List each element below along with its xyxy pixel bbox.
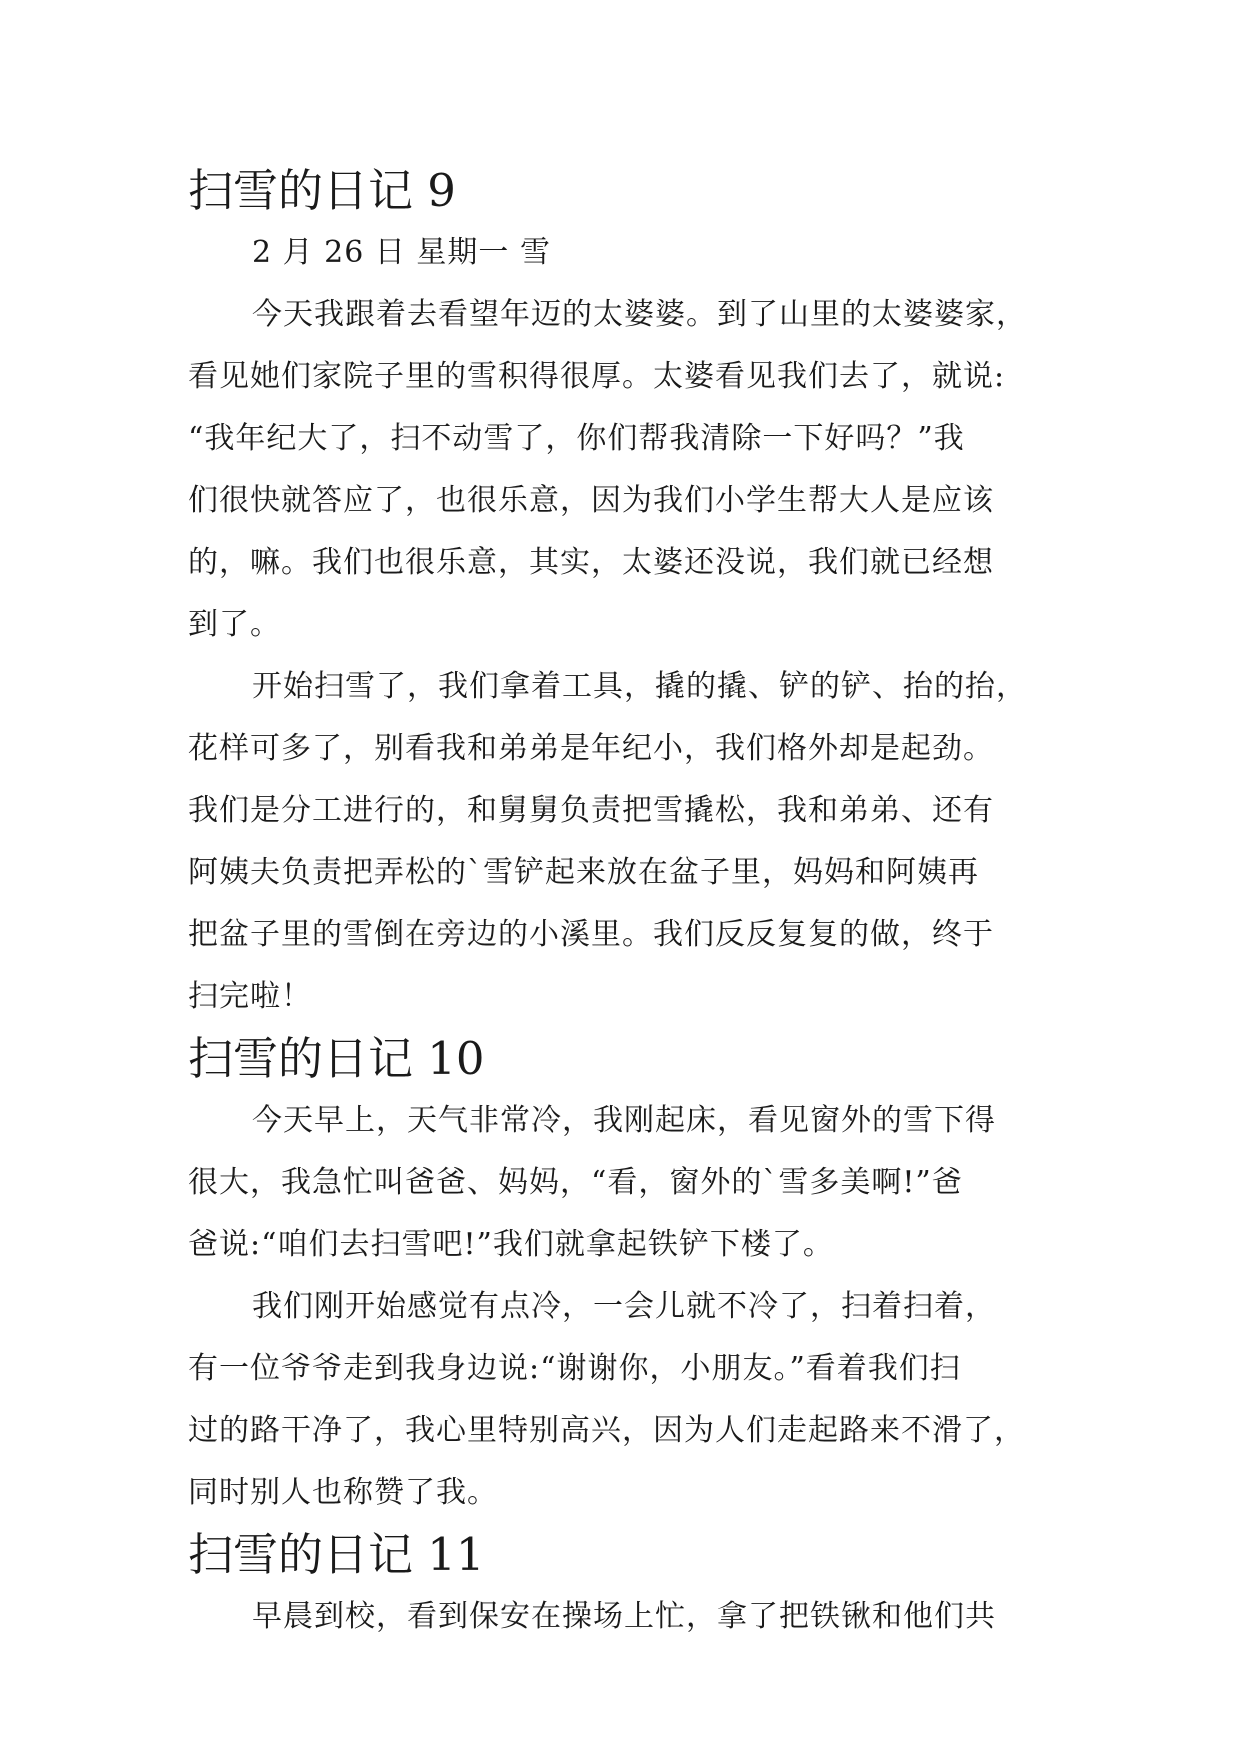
text-line: 把盆子里的雪倒在旁边的小溪里。我们反反复复的做，终于 xyxy=(188,917,994,952)
text-line: 早晨到校，看到保安在操场上忙，拿了把铁锹和他们共 xyxy=(252,1599,996,1634)
entry-date: 2 月 26 日 星期一 雪 xyxy=(252,235,551,270)
text-line: 过的路干净了，我心里特别高兴，因为人们走起路来不滑了， xyxy=(188,1413,1025,1448)
paragraph xyxy=(188,284,1088,656)
text-line: 有一位爷爷走到我身边说:“谢谢你，小朋友。”看着我们扫 xyxy=(188,1351,961,1386)
text-line: 我们刚开始感觉有点冷，一会儿就不冷了，扫着扫着， xyxy=(252,1289,996,1324)
text-line: 到了。 xyxy=(188,607,281,642)
paragraph xyxy=(188,656,1088,1028)
entry-title: 扫雪的日记 9 xyxy=(188,164,456,217)
text-line: 的，嘛。我们也很乐意，其实，太婆还没说，我们就已经想 xyxy=(188,545,994,580)
text-line: 今天我跟着去看望年迈的太婆婆。到了山里的太婆婆家， xyxy=(252,297,1027,332)
text-line: 今天早上，天气非常冷，我刚起床，看见窗外的雪下得 xyxy=(252,1103,996,1138)
paragraph xyxy=(188,1090,1088,1276)
text-line: 同时别人也称赞了我。 xyxy=(188,1475,498,1510)
text-line: 看见她们家院子里的雪积得很厚。太婆看见我们去了，就说: xyxy=(188,359,1006,394)
text-line: “我年纪大了，扫不动雪了，你们帮我清除一下好吗？”我 xyxy=(188,421,965,456)
text-line: 们很快就答应了，也很乐意，因为我们小学生帮大人是应该 xyxy=(188,483,994,518)
paragraph xyxy=(188,1586,1088,1648)
text-line: 很大，我急忙叫爸爸、妈妈，“看，窗外的`雪多美啊!”爸 xyxy=(188,1165,963,1200)
text-line: 我们是分工进行的，和舅舅负责把雪撬松，我和弟弟、还有 xyxy=(188,793,994,828)
text-line: 扫完啦！ xyxy=(188,979,312,1014)
text-line: 阿姨夫负责把弄松的`雪铲起来放在盆子里，妈妈和阿姨再 xyxy=(188,855,979,890)
paragraph xyxy=(188,1276,1088,1524)
text-line: 开始扫雪了，我们拿着工具，撬的撬、铲的铲、抬的抬， xyxy=(252,669,1027,704)
entry-title: 扫雪的日记 11 xyxy=(188,1528,485,1581)
entry-title: 扫雪的日记 10 xyxy=(188,1032,485,1085)
text-line: 爸说:“咱们去扫雪吧!”我们就拿起铁铲下楼了。 xyxy=(188,1227,834,1262)
text-line: 花样可多了，别看我和弟弟是年纪小，我们格外却是起劲。 xyxy=(188,731,994,766)
document-page xyxy=(188,160,1088,1648)
